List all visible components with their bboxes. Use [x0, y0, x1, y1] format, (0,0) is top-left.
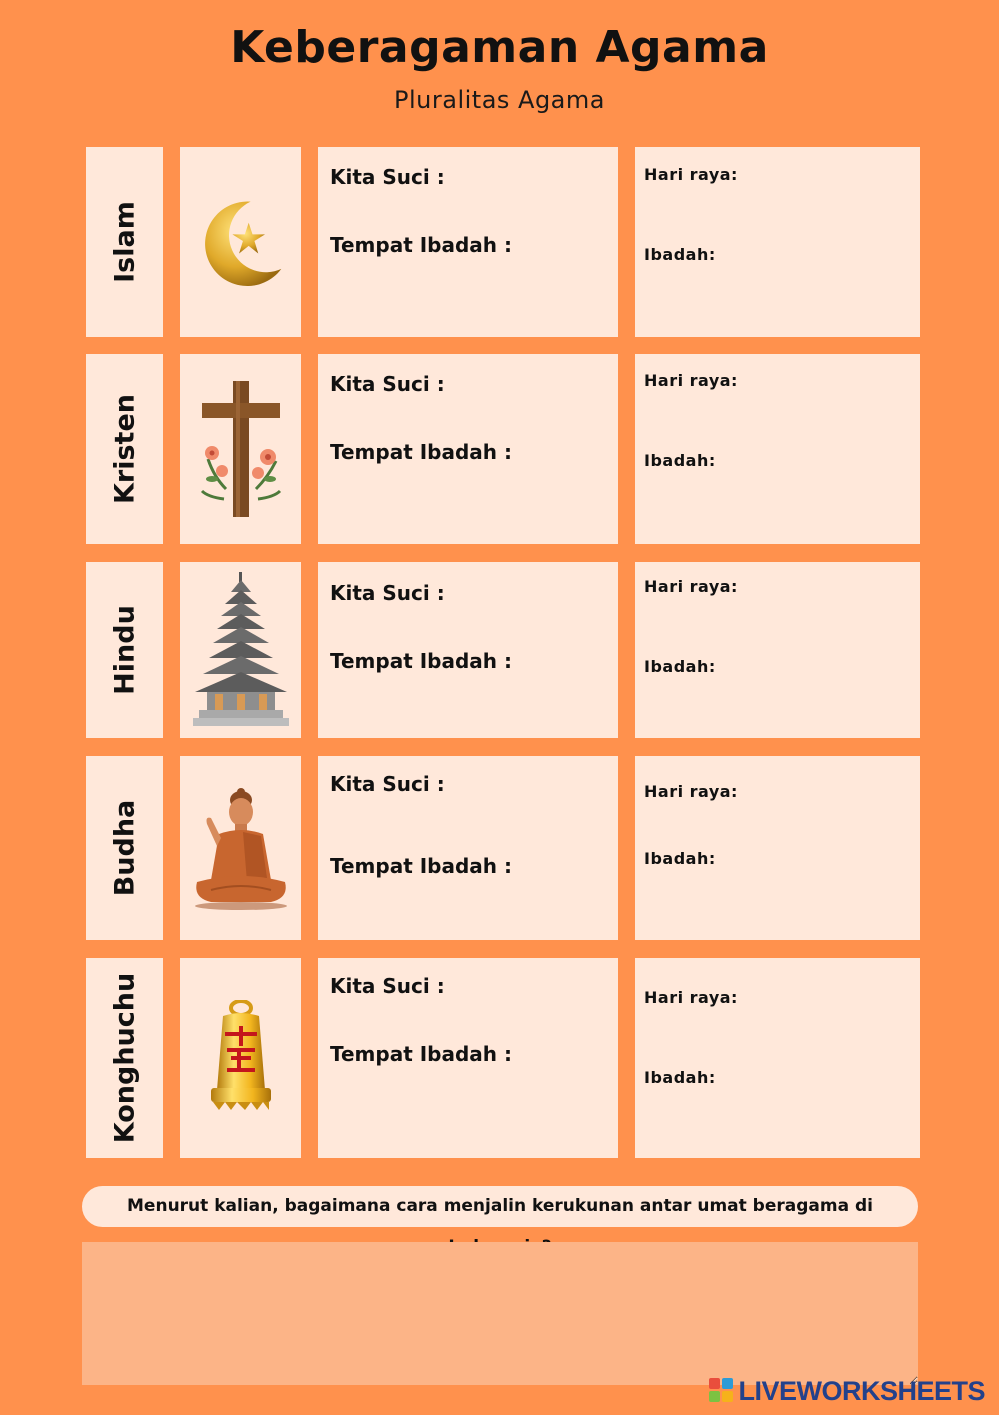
- religion-icon-cell: [180, 958, 301, 1158]
- ibadah-label: Ibadah:: [644, 657, 716, 676]
- religion-name-cell: [86, 562, 163, 738]
- info-cell-right: [635, 147, 920, 337]
- info-cell-right: [635, 562, 920, 738]
- liveworksheets-logo-icon: [709, 1378, 735, 1404]
- tempat-ibadah-label: Tempat Ibadah :: [330, 440, 512, 464]
- ibadah-label: Ibadah:: [644, 451, 716, 470]
- religion-row-budha: [0, 756, 999, 940]
- kitab-suci-label: Kita Suci :: [330, 581, 445, 605]
- hari-raya-label: Hari raya:: [644, 782, 738, 801]
- religion-name: Hindu: [109, 605, 140, 695]
- religion-icon-cell: [180, 354, 301, 544]
- info-cell-right: [635, 354, 920, 544]
- question-banner: Menurut kalian, bagaimana cara menjalin kerukunan antar umat beragama di: [82, 1186, 918, 1227]
- kitab-suci-label: Kita Suci :: [330, 772, 445, 796]
- ibadah-label: Ibadah:: [644, 1068, 716, 1087]
- info-cell-right: [635, 756, 920, 940]
- crescent-star-icon: [193, 194, 289, 290]
- golden-bell-icon: [201, 1000, 281, 1116]
- tempat-ibadah-label: Tempat Ibadah :: [330, 233, 512, 257]
- info-cell-left: [318, 958, 618, 1158]
- kitab-suci-label: Kita Suci :: [330, 165, 445, 189]
- brand-logo[interactable]: [709, 1374, 985, 1408]
- hari-raya-label: Hari raya:: [644, 165, 738, 184]
- religion-name: Islam: [109, 201, 140, 283]
- info-cell-left: [318, 562, 618, 738]
- religion-row-konghuchu: [0, 958, 999, 1158]
- buddha-statue-icon: [191, 786, 291, 910]
- hari-raya-label: Hari raya:: [644, 988, 738, 1007]
- info-cell-left: [318, 354, 618, 544]
- answer-textarea[interactable]: [82, 1242, 918, 1385]
- ibadah-label: Ibadah:: [644, 245, 716, 264]
- religion-name: Konghuchu: [109, 972, 140, 1144]
- info-cell-right: [635, 958, 920, 1158]
- religion-icon-cell: [180, 147, 301, 337]
- cross-icon: [196, 379, 286, 519]
- religion-name-cell: [86, 756, 163, 940]
- religion-name-cell: [86, 354, 163, 544]
- religion-name-cell: [86, 958, 163, 1158]
- tempat-ibadah-label: Tempat Ibadah :: [330, 1042, 512, 1066]
- religion-icon-cell: [180, 756, 301, 940]
- religion-row-islam: [0, 147, 999, 337]
- hari-raya-label: Hari raya:: [644, 371, 738, 390]
- ibadah-label: Ibadah:: [644, 849, 716, 868]
- religion-name: Kristen: [109, 393, 140, 505]
- kitab-suci-label: Kita Suci :: [330, 974, 445, 998]
- kitab-suci-label: Kita Suci :: [330, 372, 445, 396]
- info-cell-left: [318, 147, 618, 337]
- page-subtitle: Pluralitas Agama: [394, 86, 605, 114]
- religion-name: Budha: [109, 799, 140, 897]
- brand-name: LIVEWORKSHEETS: [738, 1375, 985, 1406]
- tempat-ibadah-label: Tempat Ibadah :: [330, 854, 512, 878]
- religion-icon-cell: [180, 562, 301, 738]
- hari-raya-label: Hari raya:: [644, 577, 738, 596]
- page-title: Keberagaman Agama: [230, 22, 769, 73]
- info-cell-left: [318, 756, 618, 940]
- pura-temple-icon: [189, 570, 293, 730]
- tempat-ibadah-label: Tempat Ibadah :: [330, 649, 512, 673]
- religion-row-hindu: [0, 562, 999, 738]
- religion-row-kristen: [0, 354, 999, 544]
- religion-name-cell: [86, 147, 163, 337]
